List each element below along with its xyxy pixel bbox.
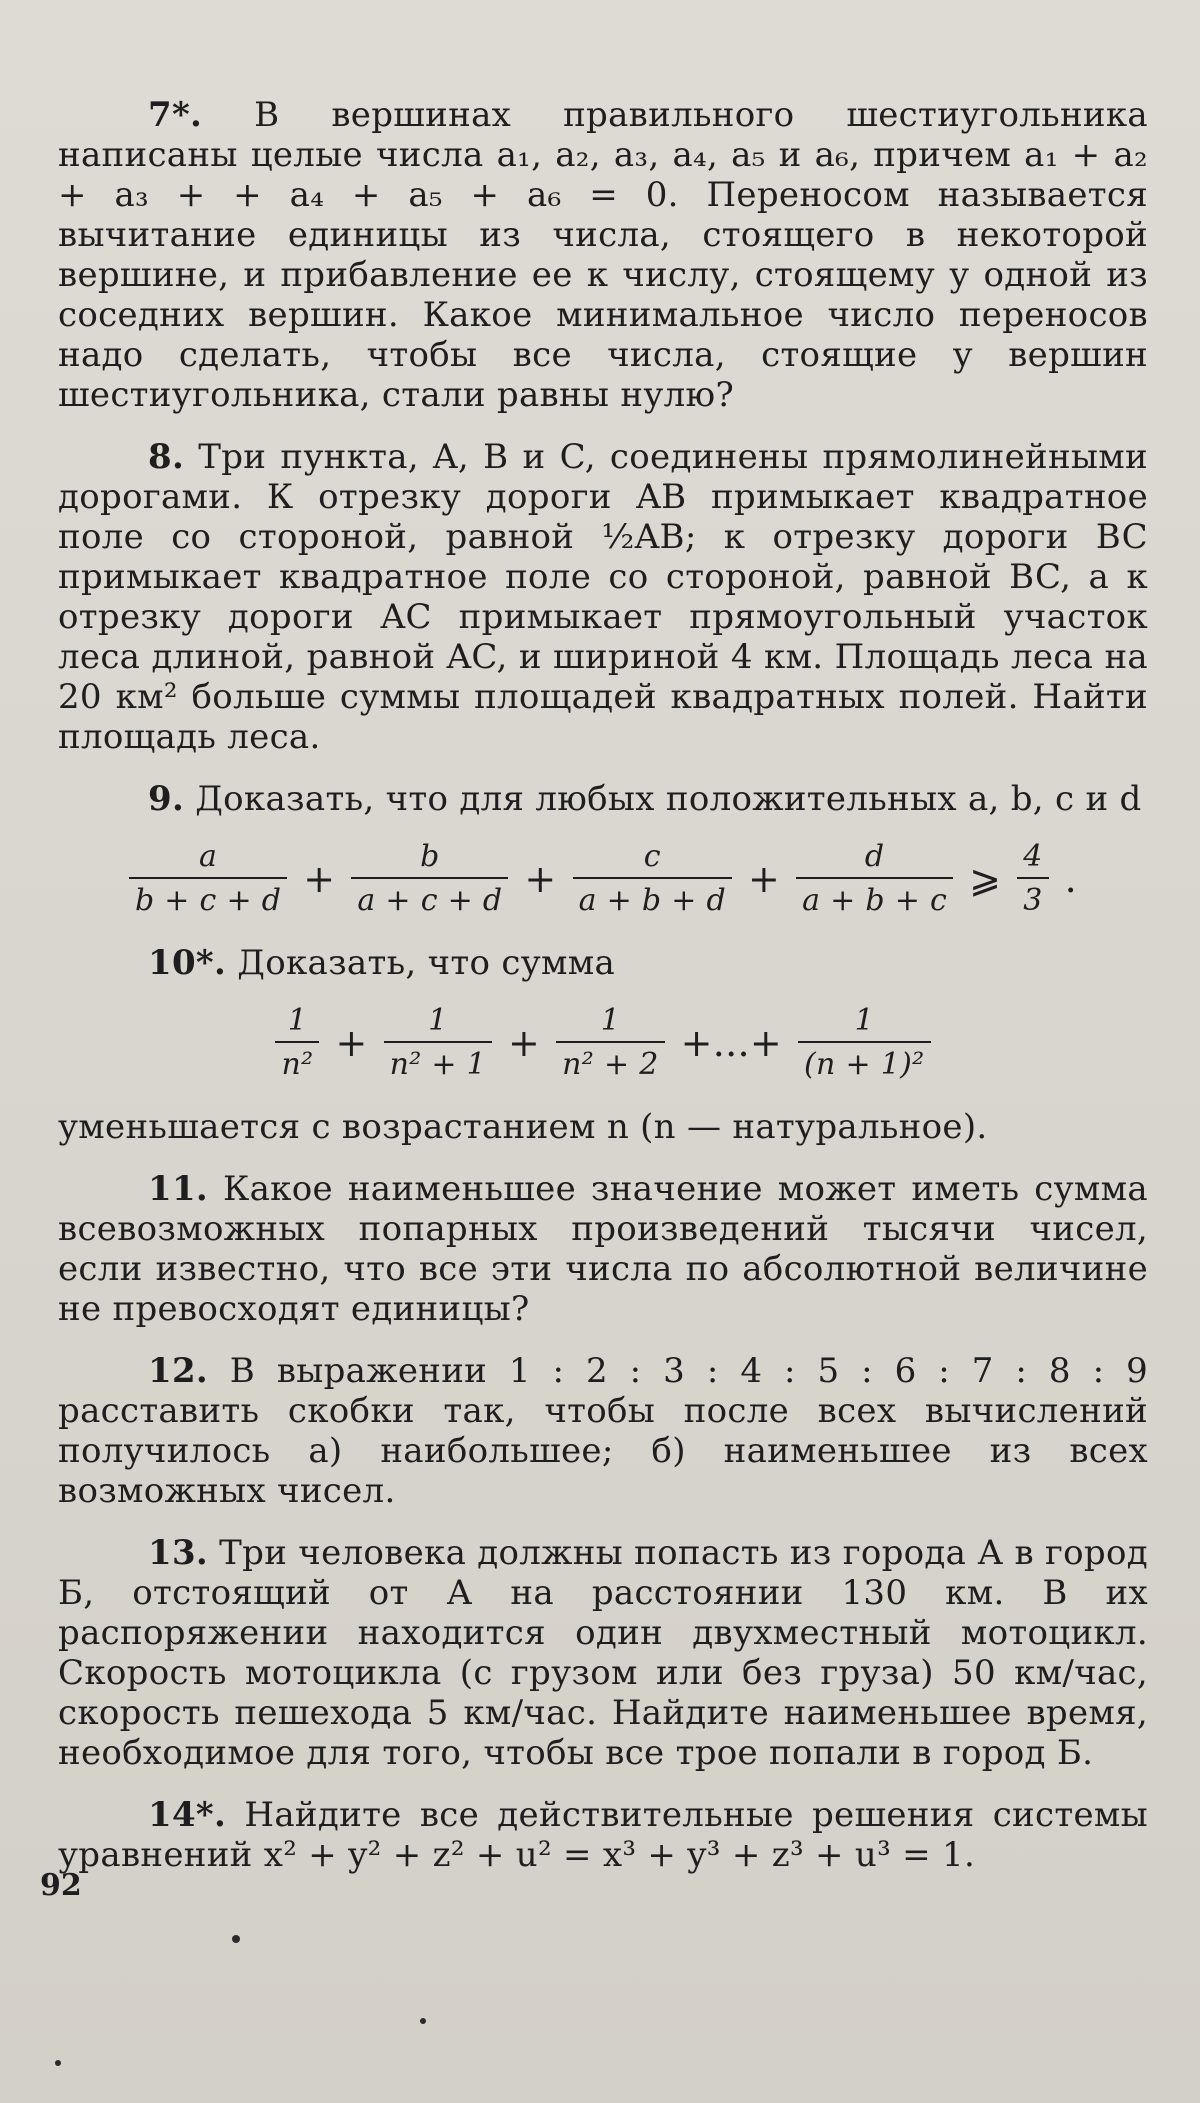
period: . bbox=[1064, 857, 1078, 901]
ink-speck bbox=[232, 1935, 240, 1943]
problem-number: 7*. bbox=[148, 95, 203, 135]
fraction: $\frac{1}{\text{n² + 2}}$ bbox=[556, 1001, 664, 1085]
inequality-formula bbox=[58, 837, 1148, 921]
problem-number: 12. bbox=[148, 1351, 209, 1391]
problem-number: 14*. bbox=[148, 1795, 227, 1835]
problem-13 bbox=[58, 1533, 1148, 1773]
sum-formula bbox=[58, 1001, 1148, 1085]
ink-speck bbox=[420, 2018, 426, 2024]
fraction: $\frac{d}{a + b + c}$ bbox=[796, 837, 953, 921]
fraction: $\frac{1}{\text{n² + 1}}$ bbox=[384, 1001, 492, 1085]
fraction: $\frac{1}{\text{n²}}$ bbox=[275, 1001, 319, 1085]
problem-14 bbox=[58, 1795, 1148, 1875]
problem-11 bbox=[58, 1169, 1148, 1329]
problem-9 bbox=[58, 779, 1148, 921]
problem-number: 11. bbox=[148, 1169, 209, 1209]
plus-sign: + bbox=[303, 857, 336, 901]
problem-7 bbox=[58, 95, 1148, 415]
fraction: $\frac{1}{\text{(n + 1)²}}$ bbox=[798, 1001, 930, 1085]
problem-10 bbox=[58, 943, 1148, 1147]
problem-number: 10*. bbox=[148, 943, 227, 983]
problem-continuation: уменьшается с возрастанием n (n — натуральное). bbox=[58, 1107, 988, 1147]
problem-8 bbox=[58, 437, 1148, 757]
plus-sign: + bbox=[747, 857, 781, 901]
problem-number: 9. bbox=[148, 779, 185, 819]
problem-text: Какое наименьшее значение может иметь сумма всевозможных попарных произведений тысячи чисел, если известно, что все эти числа по абсолютной величине не превосходят единицы? bbox=[58, 1169, 1148, 1329]
problem-number: 13. bbox=[148, 1533, 209, 1573]
fraction: $\frac{a}{b + c + d}$ bbox=[129, 837, 287, 921]
plus-sign: + bbox=[335, 1021, 368, 1065]
problem-text: В вершинах правильного шестиугольника написаны целые числа a₁, a₂, a₃, a₄, a₅ и a₆, причем a₁ + a₂ + a₃ + + a₄ + a₅ + a₆ = 0. Переносом называется вычитание единицы из числа, стоящего в некоторой вершине, и прибавление ее к числу, стоящему у одной из соседних вершин. Какое минимальное число переносов надо сделать, чтобы все числа, стоящие у вершин шестиугольника, стали равны нулю? bbox=[58, 95, 1149, 415]
problem-number: 8. bbox=[148, 437, 185, 477]
problem-text: Найдите все действительные решения системы уравнений x² + y² + z² + u² = x³ + y³ + z³ + u³ = 1. bbox=[58, 1795, 1148, 1875]
problem-text: Три пункта, A, B и C, соединены прямолинейными дорогами. К отрезку дороги AB примыкает квадратное поле со стороной, равной ½AB; к отрезку дороги BC примыкает квадратное поле со стороной, равной BC, а к отрезку дороги AC примыкает прямоугольный участок леса длиной, равной AC, и шириной 4 км. Площадь леса на 20 км² больше суммы площадей квадратных полей. Найти площадь леса. bbox=[58, 437, 1148, 757]
plus-sign: + bbox=[524, 857, 557, 901]
ellipsis: +...+ bbox=[680, 1021, 783, 1065]
page-number: 92 bbox=[40, 1868, 82, 1903]
problem-12 bbox=[58, 1351, 1148, 1511]
problem-text: Доказать, что для любых положительных a, b, c и d bbox=[195, 779, 1142, 819]
problem-text: В выражении 1 : 2 : 3 : 4 : 5 : 6 : 7 : 8 : 9 расставить скобки так, чтобы после всех вычислений получилось а) наибольшее; б) наименьшее из всех возможных чисел. bbox=[58, 1351, 1149, 1511]
relation-sign: ⩾ bbox=[969, 857, 1002, 901]
fraction: $\frac{c}{a + b + d}$ bbox=[573, 837, 732, 921]
fraction: $\frac{b}{a + c + d}$ bbox=[351, 837, 508, 921]
problem-text: Три человека должны попасть из города А в город Б, отстоящий от А на расстоянии 130 км. В их распоряжении находится один двухместный мотоцикл. Скорость мотоцикла (с грузом или без груза) 50 км/час, скорость пешехода 5 км/час. Найдите наименьшее время, необходимое для того, чтобы все трое попали в город Б. bbox=[58, 1533, 1148, 1773]
problem-text: Доказать, что сумма bbox=[237, 943, 616, 983]
ink-speck bbox=[55, 2060, 61, 2066]
plus-sign: + bbox=[508, 1021, 541, 1065]
fraction: $\frac{4}{3}$ bbox=[1017, 837, 1048, 921]
problems-text bbox=[58, 95, 1148, 1897]
